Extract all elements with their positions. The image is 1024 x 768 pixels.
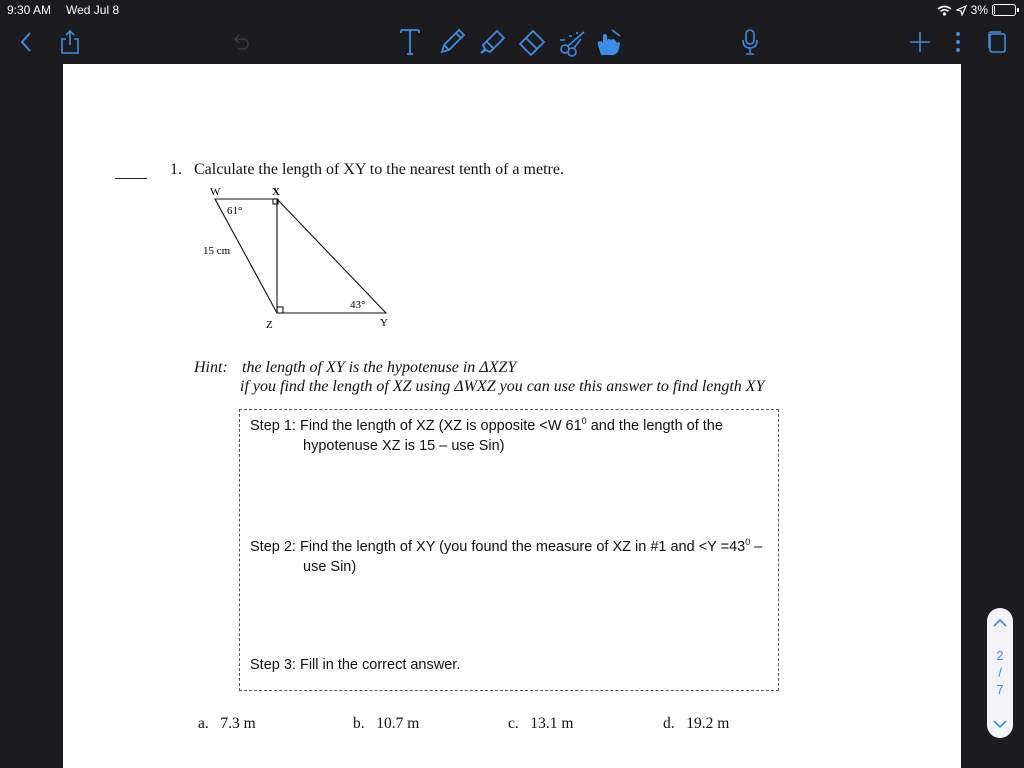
location-arrow-icon (956, 5, 967, 16)
choice-d: d. 19.2 m (663, 715, 730, 732)
text-tool-icon (399, 28, 421, 56)
current-page: 2 (996, 648, 1004, 663)
undo-icon (230, 33, 250, 51)
step-1-line-2: hypotenuse XZ is 15 – use Sin) (303, 438, 505, 454)
hint-label: Hint: (194, 359, 228, 376)
add-button[interactable] (902, 22, 938, 62)
battery-percent: 3% (970, 3, 988, 17)
angle-y-label: 43° (350, 299, 366, 311)
pen-tool-button[interactable] (434, 22, 470, 62)
chevron-up-icon (993, 618, 1007, 627)
choice-a: a. 7.3 m (198, 715, 256, 732)
battery-icon (992, 4, 1016, 16)
step-1-line-1: Step 1: Find the length of XZ (XZ is opposite <W $61^0$ and the length of the (250, 416, 723, 434)
angle-w-label: 61° (227, 205, 243, 217)
steps-box (239, 409, 779, 691)
total-pages: 7 (996, 682, 1004, 697)
choice-b: b. 10.7 m (353, 715, 420, 732)
microphone-icon (741, 29, 759, 55)
microphone-button[interactable] (732, 22, 768, 62)
pages-icon (987, 31, 1007, 53)
toolbar (0, 20, 1024, 64)
status-bar (0, 0, 1024, 20)
step-3: Step 3: Fill in the correct answer. (250, 657, 461, 673)
wifi-icon (937, 5, 952, 16)
status-date: Wed Jul 8 (66, 3, 120, 17)
label-y: Y (380, 317, 388, 329)
answer-blank-line (115, 178, 147, 179)
step-2-line-1: Step 2: Find the length of XY (you found the measure of XZ in #1 and $<Y =43^0$ – (250, 537, 763, 555)
step-2-line-2: use Sin) (303, 559, 357, 575)
label-x: X (272, 186, 280, 198)
scissors-tool-button[interactable] (554, 22, 590, 62)
eraser-tool-button[interactable] (514, 22, 550, 62)
chevron-down-icon (993, 720, 1007, 729)
hint-line-1: the length of XY is the hypotenuse in ΔXZY (242, 359, 517, 376)
previous-page-button[interactable] (987, 612, 1013, 632)
side-wz-label: 15 cm (203, 245, 231, 257)
label-w: W (210, 186, 221, 198)
label-z: Z (266, 319, 273, 331)
undo-button[interactable] (222, 22, 258, 62)
scissors-icon (557, 27, 587, 57)
more-icon (955, 31, 961, 53)
pen-icon (437, 27, 467, 57)
hand-tool-button[interactable] (590, 22, 626, 62)
next-page-button[interactable] (987, 714, 1013, 734)
page-separator: / (998, 665, 1002, 680)
hint-line-2: if you find the length of XZ using ΔWXZ you can use this answer to find length XY (240, 378, 765, 395)
plus-icon (909, 31, 931, 53)
back-icon (19, 31, 33, 53)
choice-c: c. 13.1 m (508, 715, 574, 732)
page-navigator (987, 608, 1013, 738)
share-icon (60, 30, 80, 54)
back-button[interactable] (8, 22, 44, 62)
more-button[interactable] (940, 22, 976, 62)
pages-button[interactable] (979, 22, 1015, 62)
text-tool-button[interactable] (392, 22, 428, 62)
question-number: 1. (170, 161, 182, 178)
status-right (937, 3, 1016, 17)
eraser-icon (517, 27, 547, 57)
triangle-xzy (277, 199, 386, 313)
highlighter-icon (477, 27, 507, 57)
hand-finger-icon (593, 27, 623, 57)
highlighter-tool-button[interactable] (474, 22, 510, 62)
share-button[interactable] (52, 22, 88, 62)
right-angle-mark-z (277, 307, 283, 313)
status-time: 9:30 AM (7, 3, 52, 17)
triangle-diagram (193, 182, 393, 337)
document-page[interactable] (63, 64, 961, 768)
question-text: Calculate the length of XY to the nearest tenth of a metre. (194, 161, 564, 178)
